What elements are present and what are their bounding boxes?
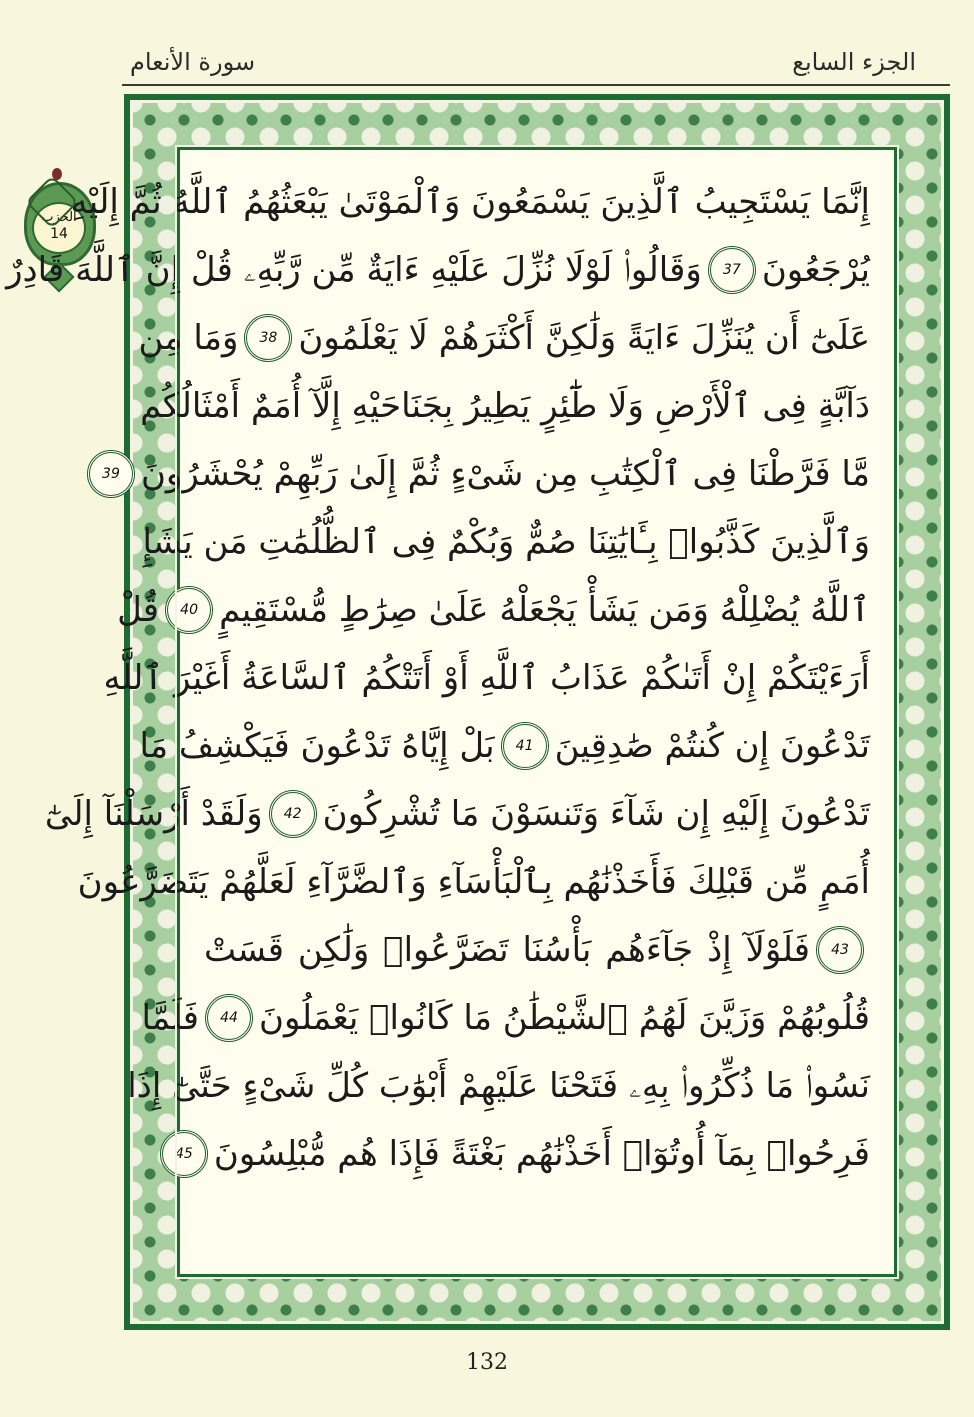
- verse-text: مَّا فَرَّطْنَا فِى ٱلْكِتَٰبِ مِن شَىْءٍ ثُمَّ إِلَىٰ رَبِّهِمْ يُحْشَرُونَ: [140, 454, 870, 494]
- verse-line: [70, 168, 870, 236]
- page-number: 132: [466, 1350, 508, 1375]
- verse-text: وَلَقَدْ أَرْسَلْنَآ إِلَىٰٓ: [44, 794, 263, 834]
- ayah-number: 44: [205, 994, 253, 1042]
- verse-line: [102, 440, 870, 508]
- verse-text: وَقَالُوا۟ لَوْلَا نُزِّلَ عَلَيْهِ ءَايَةٌ مِّن رَّبِّهِۦ قُلْ إِنَّ ٱللَّهَ قَادِرٌ: [6, 250, 702, 290]
- ayah-number: 37: [708, 246, 756, 294]
- verse-line: [139, 712, 870, 780]
- verse-line: [142, 508, 870, 576]
- verse-text: وَٱلَّذِينَ كَذَّبُوا۟ بِـَٔايَٰتِنَا صُمٌّ وَبُكْمٌ فِى ٱلظُّلُمَٰتِ مَن يَشَإِ: [142, 522, 870, 562]
- verse-line: [141, 984, 870, 1052]
- hizb-number: 14: [50, 226, 68, 242]
- verse-line: [44, 780, 870, 848]
- verse-text: أَرَءَيْتَكُمْ إِنْ أَتَىٰكُمْ عَذَابُ ٱللَّهِ أَوْ أَتَتْكُمُ ٱلسَّاعَةُ أَغَيْرَ ٱللَّهِ: [103, 658, 870, 698]
- verse-text: يُرْجَعُونَ: [761, 250, 870, 290]
- verse-text: فَلَمَّا: [141, 998, 200, 1038]
- ayah-number: 45: [160, 1130, 208, 1178]
- hizb-label: الحزب: [41, 210, 77, 225]
- verse-line: [204, 916, 870, 984]
- verse-line: [103, 644, 870, 712]
- verse-text: إِنَّمَا يَسْتَجِيبُ ٱلَّذِينَ يَسْمَعُونَ وَٱلْمَوْتَىٰ يَبْعَثُهُمُ ٱللَّهُ ثُمَّ إِلَيْهِ: [70, 182, 870, 222]
- verse-text: نَسُوا۟ مَا ذُكِّرُوا۟ بِهِۦ فَتَحْنَا عَلَيْهِمْ أَبْوَٰبَ كُلِّ شَىْءٍ حَتَّىٰٓ إِذَا: [127, 1066, 870, 1106]
- verse-text: ٱللَّهُ يُضْلِلْهُ وَمَن يَشَأْ يَجْعَلْهُ عَلَىٰ صِرَٰطٍ مُّسْتَقِيمٍ: [219, 590, 870, 630]
- verse-text: بَلْ إِيَّاهُ تَدْعُونَ فَيَكْشِفُ مَا: [139, 726, 495, 766]
- verse-line: [6, 236, 870, 304]
- verse-text: تَدْعُونَ إِن كُنتُمْ صَٰدِقِينَ: [554, 726, 870, 766]
- verse-line: [175, 1120, 870, 1188]
- verse-line: [127, 1052, 870, 1120]
- juz-title: الجزء السابع: [792, 48, 916, 76]
- verse-text: دَآبَّةٍ فِى ٱلْأَرْضِ وَلَا طَٰٓئِرٍ يَطِيرُ بِجَنَاحَيْهِ إِلَّآ أُمَمٌ أَمْثَالُكُم: [140, 386, 870, 426]
- verse-text: أُمَمٍ مِّن قَبْلِكَ فَأَخَذْنَٰهُم بِٱلْبَأْسَآءِ وَٱلضَّرَّآءِ لَعَلَّهُمْ يَتَضَرَّعُونَ: [77, 862, 870, 902]
- verse-text: عَلَىٰٓ أَن يُنَزِّلَ ءَايَةً وَلَٰكِنَّ أَكْثَرَهُمْ لَا يَعْلَمُونَ: [298, 318, 870, 358]
- verse-line: [77, 848, 870, 916]
- header-rule: [122, 84, 950, 86]
- ayah-number: 42: [269, 790, 317, 838]
- verse-text: قُلْ: [117, 590, 160, 630]
- verse-line: [138, 304, 870, 372]
- ayah-number: 41: [501, 722, 549, 770]
- verse-text: وَمَا مِن: [138, 318, 239, 358]
- surah-title: سورة الأنعام: [130, 48, 256, 76]
- verse-line: [117, 576, 870, 644]
- verse-text: تَدْعُونَ إِلَيْهِ إِن شَآءَ وَتَنسَوْنَ مَا تُشْرِكُونَ: [322, 794, 870, 834]
- verse-line: [140, 372, 870, 440]
- ayah-number: 38: [244, 314, 292, 362]
- ayah-number: 39: [87, 450, 135, 498]
- verse-text: فَلَوْلَآ إِذْ جَآءَهُم بَأْسُنَا تَضَرَّعُوا۟ وَلَٰكِن قَسَتْ: [204, 930, 810, 970]
- verse-text: قُلُوبُهُمْ وَزَيَّنَ لَهُمُ ٱلشَّيْطَٰنُ مَا كَانُوا۟ يَعْمَلُونَ: [259, 998, 870, 1038]
- ayah-number: 43: [816, 926, 864, 974]
- verse-text: فَرِحُوا۟ بِمَآ أُوتُوٓا۟ أَخَذْنَٰهُم بَغْتَةً فَإِذَا هُم مُّبْلِسُونَ: [213, 1134, 870, 1174]
- ayah-number: 40: [165, 586, 213, 634]
